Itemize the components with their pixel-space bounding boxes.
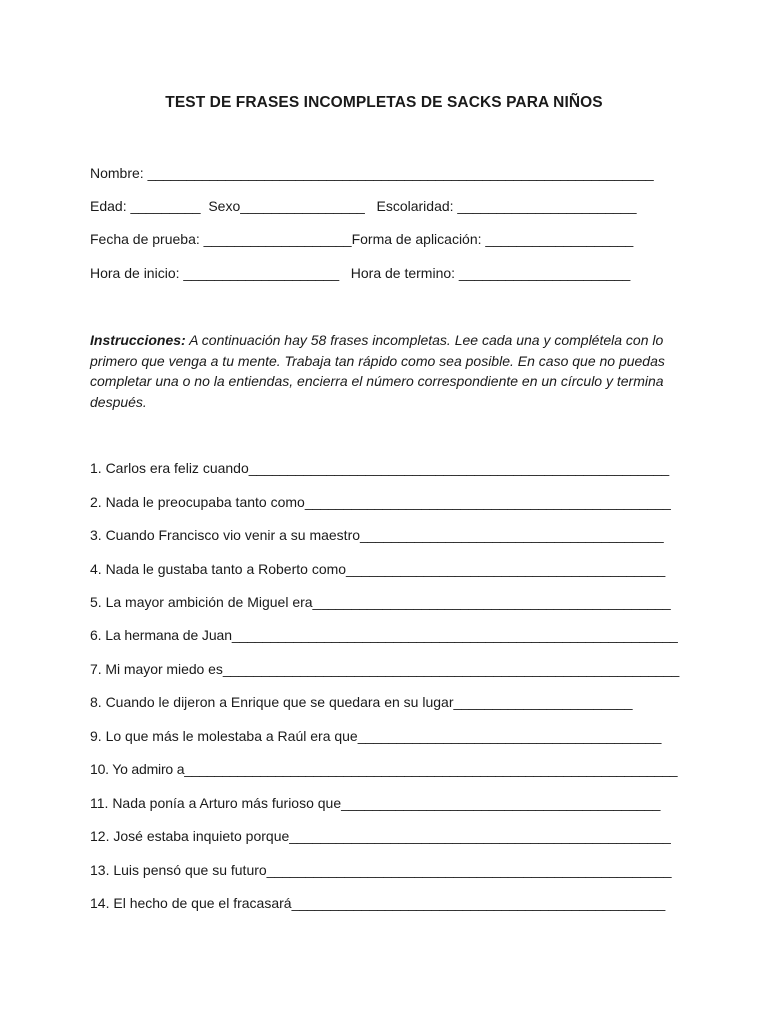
sentence-item-1[interactable]: 1. Carlos era feliz cuando______________________________________________________ bbox=[90, 460, 670, 476]
fecha-forma-fields[interactable]: Fecha de prueba: ___________________Forma de aplicación: ___________________ bbox=[90, 231, 634, 247]
sentence-item-2[interactable]: 2. Nada le preocupaba tanto como_______________________________________________ bbox=[90, 494, 671, 510]
sentence-item-8[interactable]: 8. Cuando le dijeron a Enrique que se quedara en su lugar_______________________ bbox=[90, 694, 633, 710]
sentence-item-14[interactable]: 14. El hecho de que el fracasará________________________________________________ bbox=[90, 895, 666, 911]
sentence-item-10[interactable]: 10. Yo admiro a_________________________________________________________________ bbox=[90, 761, 678, 777]
sentence-item-3[interactable]: 3. Cuando Francisco vio venir a su maestro_______________________________________ bbox=[90, 527, 664, 543]
sentence-item-11[interactable]: 11. Nada ponía a Arturo más furioso que_________________________________________ bbox=[90, 795, 661, 811]
sentence-item-4[interactable]: 4. Nada le gustaba tanto a Roberto como_________________________________________ bbox=[90, 561, 666, 577]
sentence-item-12[interactable]: 12. José estaba inquieto porque_________________________________________________ bbox=[90, 828, 671, 844]
hora-fields[interactable]: Hora de inicio: ____________________ Hora de termino: ______________________ bbox=[90, 265, 631, 281]
sentence-item-7[interactable]: 7. Mi mayor miedo es___________________________________________________________ bbox=[90, 661, 680, 677]
sentence-item-9[interactable]: 9. Lo que más le molestaba a Raúl era que_______________________________________ bbox=[90, 728, 662, 744]
instructions-label: Instrucciones: bbox=[90, 332, 186, 348]
page-title: TEST DE FRASES INCOMPLETAS DE SACKS PARA NIÑOS bbox=[165, 94, 603, 111]
edad-sexo-escolaridad-fields[interactable]: Edad: _________ Sexo________________ Escolaridad: _______________________ bbox=[90, 198, 637, 214]
instructions-text: A continuación hay 58 frases incompletas. Lee cada una y complétela con lo primero que venga a tu mente. Trabaja tan rápido como sea posible. En caso que no puedas completar una o no la entiendas, encierra el número correspondiente en un círculo y termina después. bbox=[90, 332, 665, 410]
instructions-paragraph bbox=[90, 330, 680, 412]
sentence-item-5[interactable]: 5. La mayor ambición de Miguel era______________________________________________ bbox=[90, 594, 671, 610]
nombre-field[interactable]: Nombre: _________________________________________________________________ bbox=[90, 165, 654, 181]
sentence-item-13[interactable]: 13. Luis pensó que su futuro____________________________________________________ bbox=[90, 862, 672, 878]
sentence-item-6[interactable]: 6. La hermana de Juan__________________________________________________________ bbox=[90, 627, 678, 643]
